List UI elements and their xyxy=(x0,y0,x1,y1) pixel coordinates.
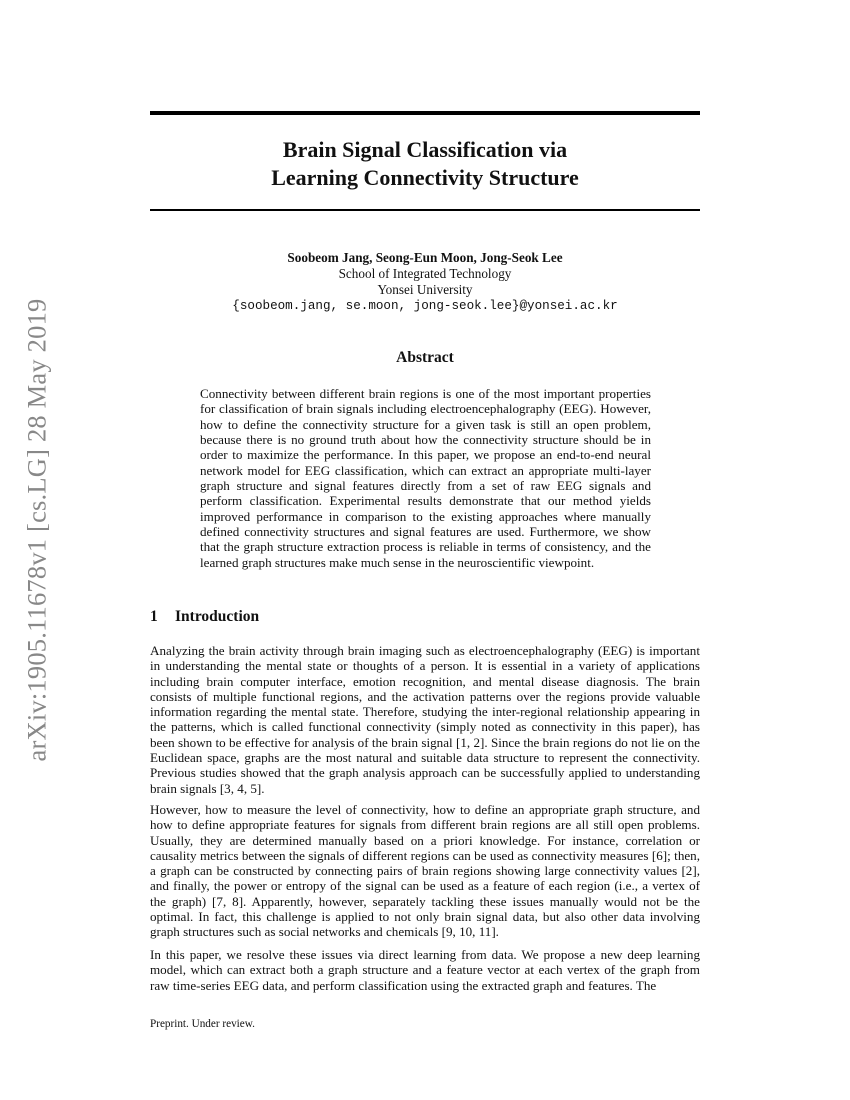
paper-title xyxy=(150,136,700,192)
affiliation-school: School of Integrated Technology xyxy=(338,266,512,281)
section-number: 1 xyxy=(150,608,158,625)
author-names: Soobeom Jang, Seong-Eun Moon, Jong-Seok Lee xyxy=(287,250,563,265)
intro-paragraph-3: In this paper, we resolve these issues via direct learning from data. We propose a new deep learning model, which can extract both a graph structure and a feature vector at each vertex of the graph from raw time-series EEG data, and perform classification using the extracted graph and features. The xyxy=(150,947,700,993)
section-heading-introduction xyxy=(150,608,259,626)
arxiv-stamp xyxy=(22,285,52,775)
abstract-text: Connectivity between different brain regions is one of the most important properties for classification of brain signals including electroencephalography (EEG). However, how to define the connectivity structure for a given task is still an open problem, because there is no ground truth about how the connectivity structure should be in order to maximize the performance. In this paper, we propose an end-to-end neural network model for EEG classification, which can extract an appropriate multi-layer graph structure and signal features directly from a set of raw EEG signals and perform classification. Experimental results demonstrate that our method yields improved performance in comparison to the existing approaches where manually defined connectivity structures and signal features are used. Furthermore, we show that the graph structure extraction process is reliable in terms of consistency, and the learned graph structures make much sense in the neuroscientific viewpoint. xyxy=(200,386,651,570)
title-bottom-rule xyxy=(150,209,700,211)
abstract-heading: Abstract xyxy=(396,349,454,366)
intro-paragraph-2: However, how to measure the level of connectivity, how to define an appropriate graph structure, and how to define appropriate features for signals from different brain regions are all still open problems. Usually, they are determined manually based on a priori knowledge. For instance, correlation or causality metrics between the signals of different regions can be used as connectivity measures [6]; then, a graph can be constructed by connecting pairs of brain regions showing large connectivity values [2], and finally, the power or entropy of the signal can be used as a feature of each region (i.e., a vertex of the graph) [7, 8]. Apparently, however, separately tackling these issues manually would not be the optimal. In fact, this challenge is applied to not only brain signal data, but also other data involving graph structures such as social networks and chemicals [9, 10, 11]. xyxy=(150,802,700,940)
intro-paragraph-1: Analyzing the brain activity through brain imaging such as electroencephalography (EEG) is important in understanding the mental state or thoughts of a person. It is essential in a variety of applications including brain computer interface, emotion recognition, and mental disease diagnosis. The brain consists of multiple functional regions, and the activation patterns over the regions provide valuable information regarding the mental state. Therefore, studying the inter-regional relationship appearing in the patterns, which is called functional connectivity (simply noted as connectivity in this paper), has been shown to be effective for analysis of the brain signal [1, 2]. Since the brain regions do not lie on the Euclidean space, graphs are the most natural and suitable data structure to represent the connectivity. Previous studies showed that the graph analysis approach can be successfully applied to understanding brain signals [3, 4, 5]. xyxy=(150,643,700,796)
title-line-1: Brain Signal Classification via xyxy=(282,137,568,162)
title-top-rule xyxy=(150,111,700,115)
affiliation-university: Yonsei University xyxy=(377,282,473,297)
author-block xyxy=(150,250,700,314)
section-title: Introduction xyxy=(175,608,260,625)
author-emails: {soobeom.jang, se.moon, jong-seok.lee}@yonsei.ac.kr xyxy=(232,299,618,313)
arxiv-identifier: arXiv:1905.11678v1 [cs.LG] 28 May 2019 xyxy=(21,298,52,762)
preprint-footer: Preprint. Under review. xyxy=(150,1018,255,1030)
title-line-2: Learning Connectivity Structure xyxy=(271,165,579,190)
